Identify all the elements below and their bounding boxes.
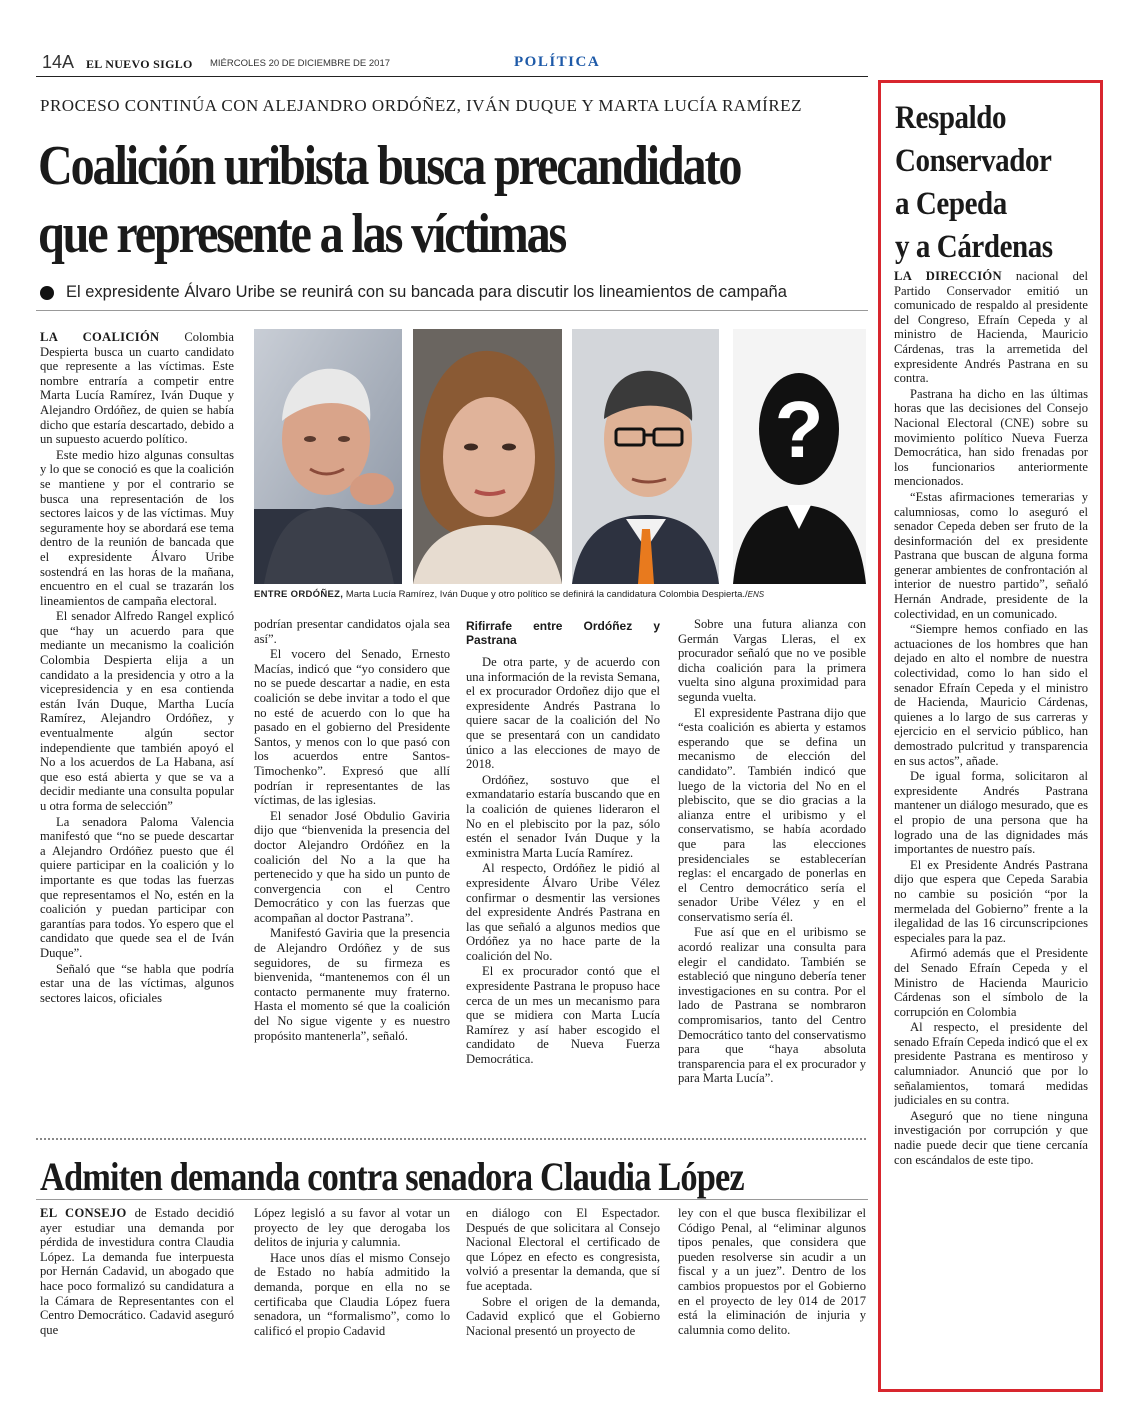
second-headline-rule <box>36 1199 868 1200</box>
page-header <box>36 52 866 76</box>
paragraph: Al respecto, Ordóñez le pidió al expresidente Álvaro Uribe Vélez confirmar o desmentir las versiones del expresidente Andrés Pastrana en las que señaló a algunos medios que Ordóñez ya no hace parte de la coalición del No. <box>466 861 660 963</box>
story-separator <box>36 1138 866 1140</box>
photo-marta-lucia <box>413 329 562 584</box>
paragraph: López legisló a su favor al votar un proyecto de ley que derogaba los delitos de injuria y calumnia. <box>254 1206 450 1250</box>
sidebar-headline-line: a Cepeda <box>895 186 1007 222</box>
photo-ivan-duque <box>572 329 719 584</box>
main-column-2 <box>254 617 450 1128</box>
paragraph: en diálogo con El Espectador. Después de que solicitara al Consejo Nacional Electoral el certificado de que López en efecto es congresista, volvió a presentar la demanda, que sí fue aceptada. <box>466 1206 660 1293</box>
newspaper-name: EL NUEVO SIGLO <box>86 57 193 71</box>
paragraph <box>40 1206 234 1337</box>
caption-credit: ENS <box>747 590 765 599</box>
caption-lead: ENTRE ORDÓÑEZ, <box>254 589 344 600</box>
paragraph: Ordóñez, sostuvo que el exmandatario estaría buscando que en la coalición de quienes lideraron el No en el plebiscito por la paz, sólo estén el senador Iván Duque y la exministra Marta Lucía Ramírez. <box>466 772 660 860</box>
main-headline-line2: que represente a las víctimas <box>38 203 566 265</box>
paragraph: Aseguró que no tiene ninguna investigación por corrupción y que nadie puede decir que tiene cercanía con escándalos de este tipo. <box>894 1108 1088 1167</box>
lead-summary <box>40 283 787 302</box>
bullet-icon <box>40 286 54 300</box>
section-name: POLÍTICA <box>514 54 601 70</box>
question-mark: ? <box>774 385 824 474</box>
second-headline: Admiten demanda contra senadora Claudia López <box>40 1154 744 1199</box>
paragraph: El expresidente Pastrana dijo que “esta coalición es abierta y estamos esperando que se defina un mecanismo de elección del candidato”. También indicó que luego de la victoria del No en el plebiscito, que se dio gracias a la alianza entre el uribismo y el conservatismo, se había acordado que para las elecciones presidenciales se establecerían reglas: el encargado de ponerlas en el Centro democrático sería el senador Uribe Vélez y en el conservatismo sería él. <box>678 705 866 924</box>
paragraph: podrían presentar candidatos ojala sea así”. <box>254 617 450 646</box>
paragraph: Sobre el origen de la demanda, Cadavid explicó que el Gobierno Nacional presentó un proyecto de <box>466 1294 660 1338</box>
kicker: PROCESO CONTINÚA CON ALEJANDRO ORDÓÑEZ, IVÁN DUQUE Y MARTA LUCÍA RAMÍREZ <box>40 96 802 115</box>
paragraph-text: nacional del Partido Conservador emitió un comunicado de respaldo al presidente del Congreso, Efraín Cepeda y al ministro de Hacienda, Mauricio Cárdenas, tras la arremetida del expresidente Andrés Pastrana en su contra. <box>894 269 1088 386</box>
page-number: 14A <box>42 52 75 72</box>
lead-in: EL CONSEJO <box>40 1206 127 1220</box>
lead-in: LA COALICIÓN <box>40 330 160 344</box>
main-column-4 <box>678 617 866 1128</box>
paragraph: ley con el que busca flexibilizar el Código Penal, al “eliminar algunos tipos penales, que considera que pueden resolverse sin acudir a un fiscal y a un juez”. Dentro de los cambios propuestos por el Gobierno en el proyecto de ley 014 de 2017 está la eliminación de injuria y calumnia como delito. <box>678 1206 866 1337</box>
paragraph: Afirmó además que el Presidente del Senado Efraín Cepeda y el Ministro de Hacienda Mauricio Cárdenas son el símbolo de la corrupción en Colombia <box>894 946 1088 1019</box>
paragraph: Señaló que “se habla que podría estar una de las víctimas, algunos sectores laicos, oficiales <box>40 961 234 1005</box>
subheading: Rifirrafe entre Ordóñez y Pastrana <box>466 619 660 647</box>
photo-unknown-politician <box>733 329 866 584</box>
sidebar-headline-line: Conservador <box>895 143 1052 179</box>
paragraph: De igual forma, solicitaron al expresidente Andrés Pastrana mantener un diálogo mesurado, que es el propio de una persona que ha logrado una de las dignidades más importantes de nuestro país. <box>894 769 1088 857</box>
paragraph: El vocero del Senado, Ernesto Macías, indicó que “yo considero que no se puede descartar a nadie, en esta coalición se debe invitar a todo el que no esté de acuerdo con lo que ha pasado en el gobierno del Presidente Santos, y menos con lo que pasó con los acuerdos entre Santos-Timochenko”. Expresó que allí podrían ir representantes de las víctimas, de las iglesias. <box>254 647 450 808</box>
issue-date: MIÉRCOLES 20 DE DICIEMBRE DE 2017 <box>210 58 391 69</box>
paragraph: “Estas afirmaciones temerarias y calumniosas, como lo aseguró el senador Cepeda deben ser fruto de la desinformación del ex presidente Pastrana que buscan de alguna forma generar ambientes de confrontación al interior de nuestro partido”, señaló Hernán Andrade, presidente de la colectividad, en un comunicado. <box>894 489 1088 621</box>
paragraph: De otra parte, y de acuerdo con una información de la revista Semana, el ex procurador Ordoñez dijo que el expresidente Andrés Pastrana lo quiere sacar de la coalición del No que se presentará con un candidato único a las elecciones de mayo de 2018. <box>466 655 660 772</box>
sidebar-headline <box>895 97 1106 269</box>
photo-caption <box>254 589 874 600</box>
paragraph: Este medio hizo algunas consultas y lo que se conoció es que la coalición se mantiene y por el contrario se busca una representación de los sectores laicos y de las víctimas. Muy seguramente hoy se abordará ese tema dentro de la reunión de bancada que el expresidente Álvaro Uribe sostendrá en las horas de la mañana, encuentro en el cual se trazarán los lineamientos de campaña electoral. <box>40 447 234 608</box>
paragraph-text: Colombia Despierta busca un cuarto candidato que represente a las víctimas. Este nombre entraría a competir entre Marta Lucía Ramírez, Iván Duque y Alejandro Ordóñez, de quien se había dicho que estaría descartado, debido a un supuesto acuerdo político. <box>40 330 234 447</box>
caption-text: Marta Lucía Ramírez, Iván Duque y otro político se definirá la candidatura Colombia Despierta./ <box>343 589 748 600</box>
sidebar-body <box>894 269 1088 1385</box>
lead-text: El expresidente Álvaro Uribe se reunirá con su bancada para discutir los lineamientos de campaña <box>66 283 787 301</box>
lead-rule <box>36 310 868 311</box>
main-column-1 <box>40 330 234 1128</box>
paragraph: Manifestó Gaviria que la presencia de Alejandro Ordóñez y de sus seguidores, de su firmeza es bienvenida, “mantenemos con él un contacto permanente muy fraterno. Hasta el momento sé que la coalición del No sigue vigente y es nuestro propósito mantenerla”, señaló. <box>254 926 450 1043</box>
photo-strip <box>254 329 866 584</box>
photo-ordonez <box>254 329 402 584</box>
sidebar-headline-line: y a Cárdenas <box>895 229 1053 265</box>
header-rule <box>36 76 868 77</box>
paragraph: Al respecto, el presidente del senado Efraín Cepeda indicó que el ex presidente Pastrana es mentiroso y calumniador. Anunció que por lo señalamientos, tomará medidas judiciales en su contra. <box>894 1020 1088 1108</box>
paragraph: Sobre una futura alianza con Germán Vargas Lleras, el ex procurador señaló que no ve posible dicha coalición para la primera vuelta sino alguna proximidad para segunda vuelta. <box>678 617 866 704</box>
paragraph: El ex Presidente Andrés Pastrana dijo que espera que Cepeda Sarabia no cambie su posición “por la mermelada del Gobierno” frente a la ilegalidad de las 16 circunscripciones especiales para la paz. <box>894 857 1088 945</box>
paragraph: Pastrana ha dicho en las últimas horas que las decisiones del Consejo Nacional Electoral (CNE) sobre su movimiento político Nueva Fuerza Democrática, han sido frenadas por los funcionarios anteriormente mencionados. <box>894 386 1088 489</box>
paragraph: “Siempre hemos confiado en las actuaciones de los hombres que han dejado en alto el nombre de nuestra colectividad, como lo han sido el senador Efraín Cepeda y el ministro de Hacienda, Mauricio Cárdenas, quienes a lo largo de sus carreras y ejercicio en el servicio público, han demostrado pulcritud y transparencia en sus actos”, añade. <box>894 622 1088 768</box>
sidebar-story <box>878 80 1103 1392</box>
paragraph: El senador Alfredo Rangel explicó que “hay un acuerdo para que mediante un mecanismo la coalición Colombia Despierta elija a un candidato a la presidencia y otro a la vicepresidencia y en esa contienda están Iván Duque, Martha Lucía Ramírez, Alejandro Ordóñez, y eventualmente algún sector independiente que también apoyó el No a los acuerdos de La Habana, así que eso está abierta y que se va a decidir mediante una consulta popular u otra forma de selección” <box>40 609 234 813</box>
second-column-2 <box>254 1206 450 1356</box>
paragraph-text: de Estado decidió ayer estudiar una demanda por pérdida de investidura contra Claudia López. La demanda fue interpuesta por Hernán Cadavid, un abogado que hace poco formalizó su candidatura a la Cámara de Representantes con el Centro Democrático. Cadavid aseguró que <box>40 1206 234 1337</box>
paragraph <box>894 269 1088 386</box>
paragraph: El ex procurador contó que el expresidente Pastrana le propuso hace cerca de un mes un mecanismo para que se midiera con Marta Lucía Ramírez y así haber escogido el candidato de Nueva Fuerza Democrática. <box>466 964 660 1067</box>
main-headline-line1: Coalición uribista busca precandidato <box>38 135 741 197</box>
main-headline <box>38 132 881 268</box>
main-column-3 <box>466 617 660 1128</box>
second-column-1 <box>40 1206 234 1356</box>
sidebar-headline-line: Respaldo <box>895 100 1007 136</box>
paragraph: Hace unos días el mismo Consejo de Estado no había admitido la demanda, porque en ella no se certificaba que Claudia López fuera senadora, un “formalismo”, como lo calificó el propio Cadavid <box>254 1250 450 1338</box>
lead-in: LA DIRECCIÓN <box>894 269 1002 283</box>
paragraph: Fue así que en el uribismo se acordó realizar una consulta para elegir el candidato. También se estableció que ninguno debería tener investigaciones en su contra. Por el lado de Pastrana se nombraron compromisarios, tanto del Centro Democrático tanto del conservatismo para que “haya absoluta transparencia para el ex procurador y para Marta Lucía”. <box>678 925 866 1086</box>
second-column-4 <box>678 1206 866 1356</box>
paragraph <box>40 330 234 447</box>
paragraph: La senadora Paloma Valencia manifestó que “no se puede descartar a Alejandro Ordóñez puesto que él quiere participar en la coalición y lo importante es que todas las fuerzas que representamos el No, estén en la coalición y puedan participar con garantías para todos. Yo espero que el candidato que quede sea el de Iván Duque”. <box>40 814 234 960</box>
second-column-3 <box>466 1206 660 1356</box>
paragraph: El senador José Obdulio Gaviria dijo que “bienvenida la presencia del doctor Alejandro Ordóñez en la coalición del No a la que ha pertenecido y que ha sido un punto de convergencia con el Centro Democrático y con las fuerzas que acompañan al doctor Pastrana”. <box>254 808 450 925</box>
